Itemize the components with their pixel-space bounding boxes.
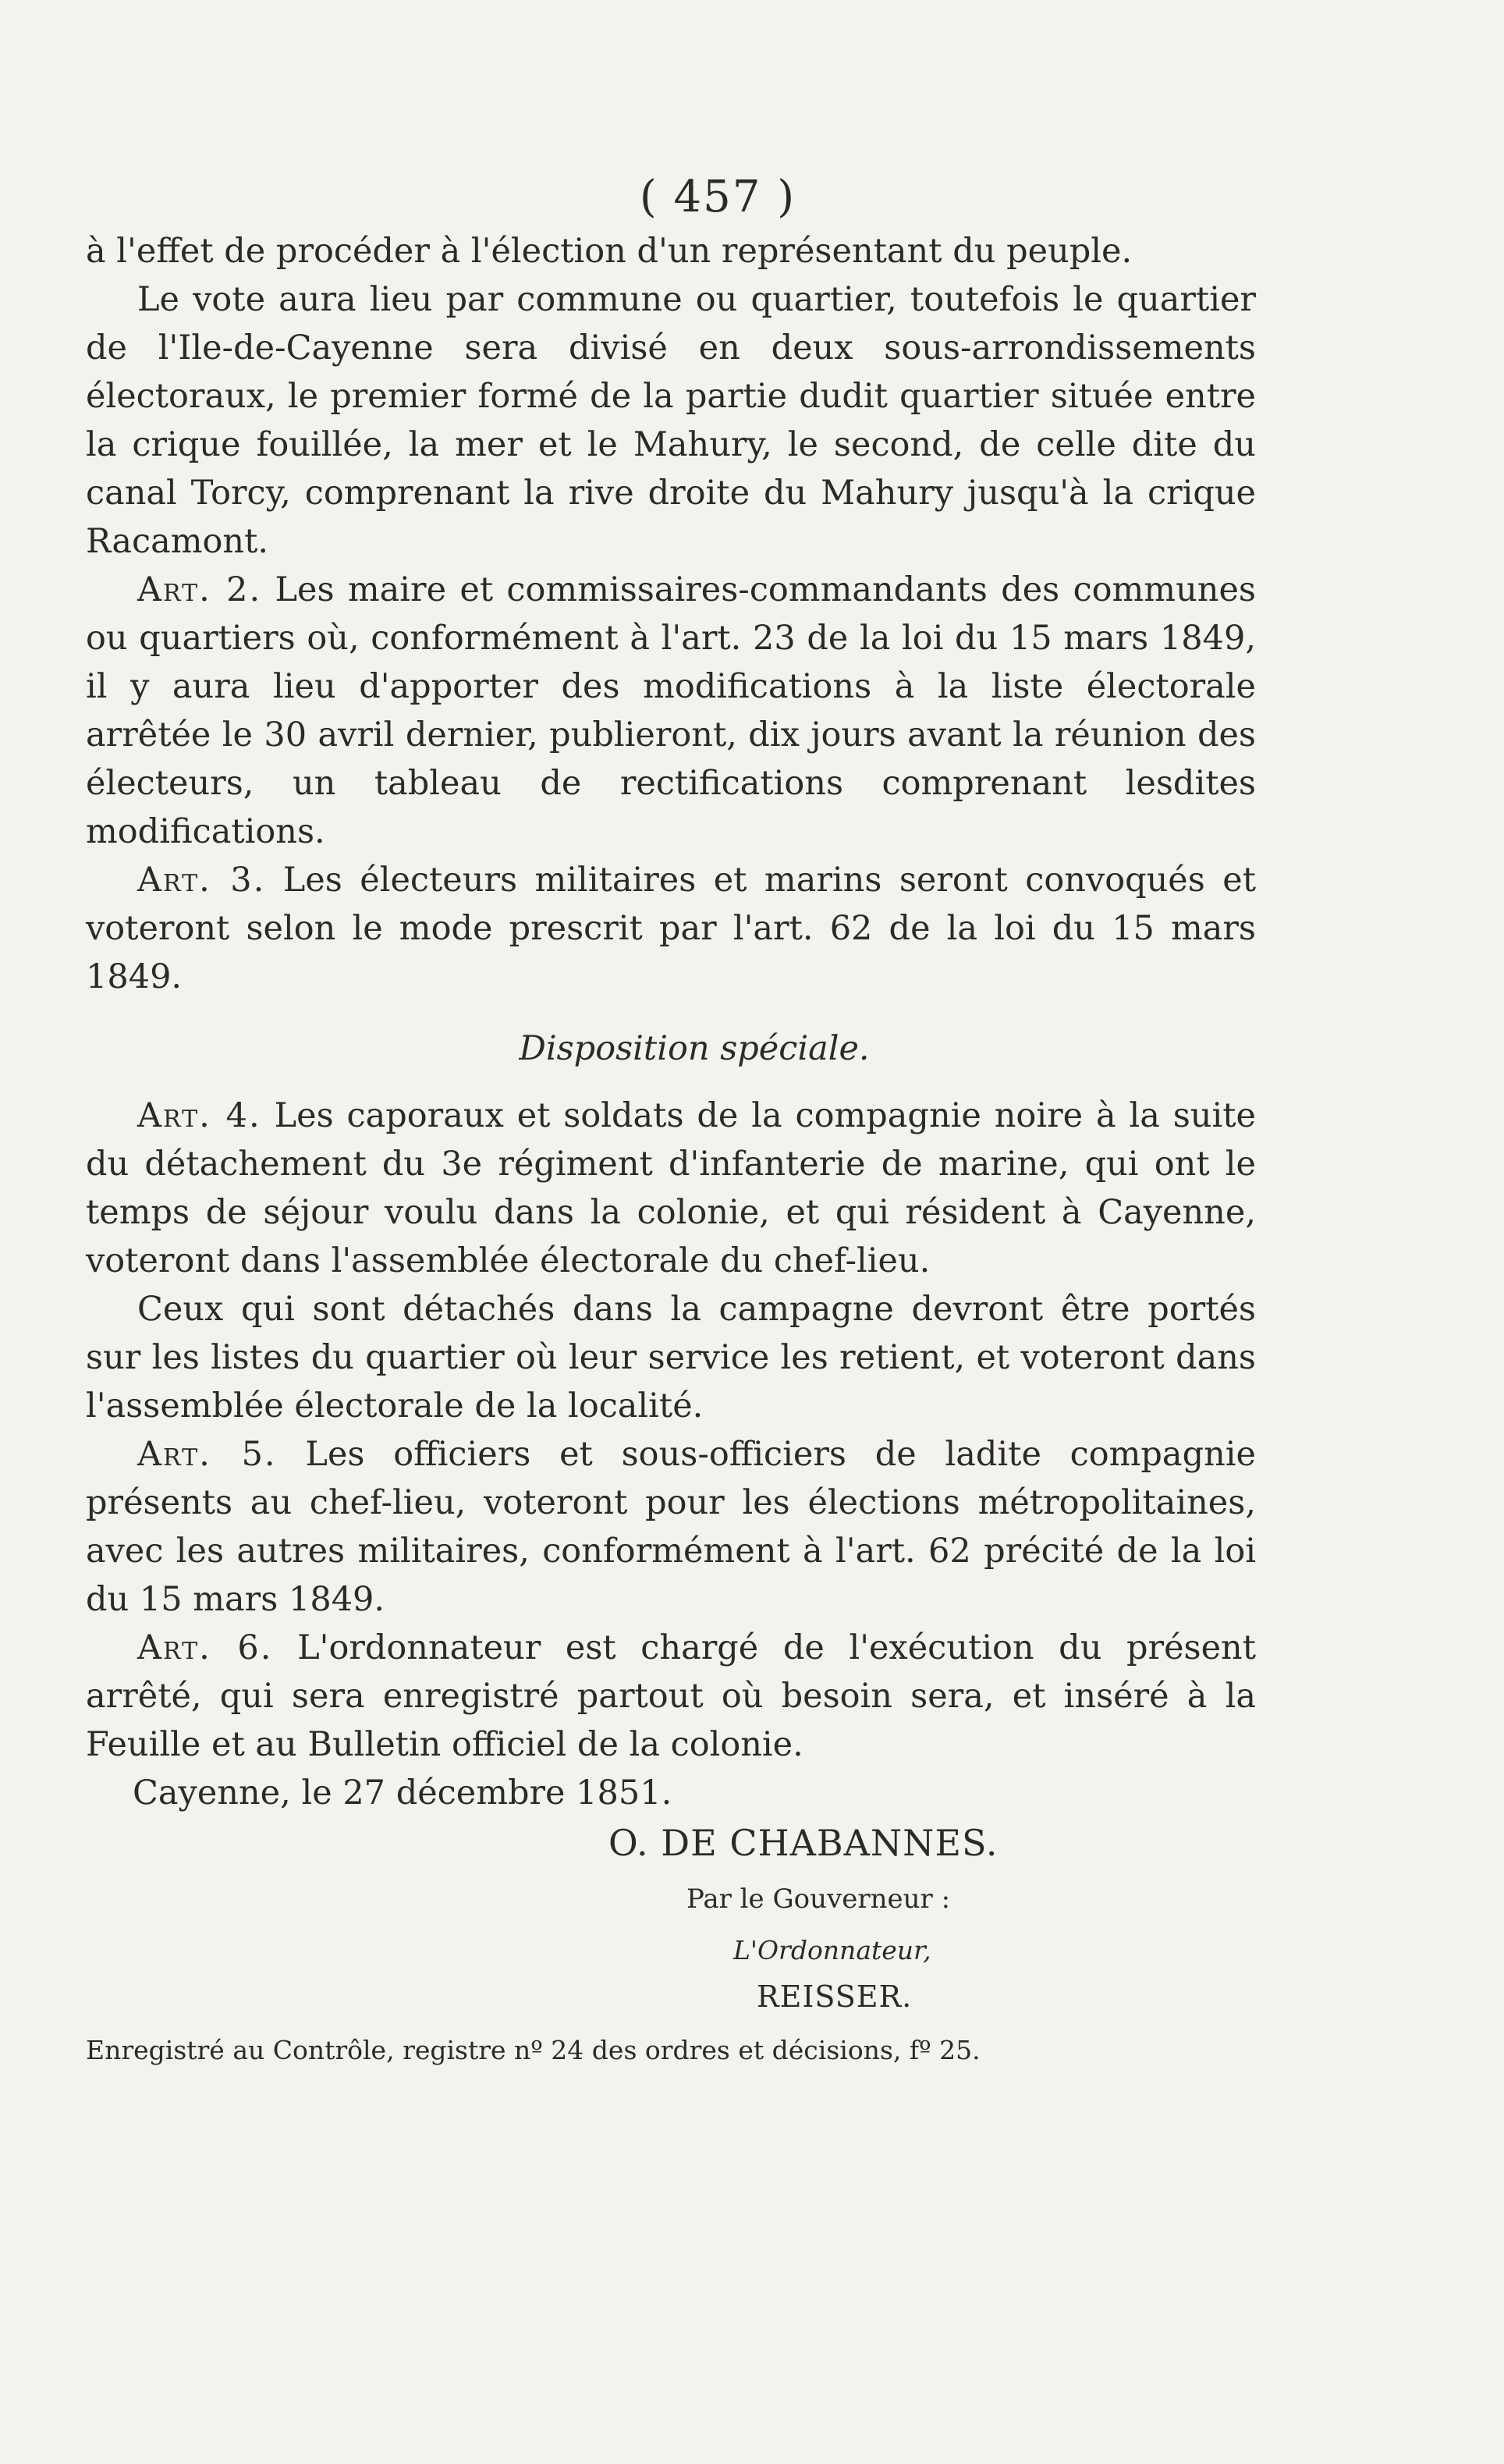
article-label: Art. 6. bbox=[137, 1628, 273, 1667]
article-label: Art. 2. bbox=[137, 570, 262, 609]
paragraph-vote bbox=[86, 275, 1256, 566]
paragraph-text: Ceux qui sont détachés dans la campagne devront être portés sur les listes du quartier où leur service les retient, et voteront dans l'assemblée électorale de la localité. bbox=[86, 1290, 1256, 1425]
article-text: Les caporaux et soldats de la compagnie noire à la suite du détachement du 3e régiment d'infanterie de marine, qui ont le temps de séjour voulu dans la colonie, et qui résident à Cayenne, voteront dans l'assemblée électorale du chef-lieu. bbox=[86, 1096, 1256, 1280]
governor-signature: O. DE CHABANNES. bbox=[608, 1822, 999, 1864]
document-page bbox=[86, 172, 1256, 2072]
article-3 bbox=[86, 856, 1256, 1001]
section-heading: Disposition spéciale. bbox=[519, 1029, 870, 1068]
article-6 bbox=[86, 1624, 1256, 1769]
paragraph-continuation bbox=[86, 227, 1256, 275]
page-number: ( 457 ) bbox=[639, 172, 796, 222]
date-line: Cayenne, le 27 décembre 1851. bbox=[133, 1773, 672, 1812]
article-label: Art. 5. bbox=[137, 1435, 277, 1474]
article-text: Les maire et commissaires-commandants des communes ou quartiers où, conformément à l'art. 23 de la loi du 15 mars 1849, il y aura lieu d'apporter des modifications à la liste électorale arrêtée le 30 avril dernier, publieront, dix jours avant la réunion des électeurs, un tableau de rectifications comprenant lesdites modifications. bbox=[86, 570, 1256, 851]
article-5 bbox=[86, 1430, 1256, 1624]
article-label: Art. 4. bbox=[137, 1096, 261, 1135]
paragraph-text: à l'effet de procéder à l'élection d'un représentant du peuple. bbox=[86, 232, 1133, 271]
registration-note: Enregistré au Contrôle, registre nº 24 des ordres et décisions, fº 25. bbox=[86, 2035, 981, 2065]
paragraph-detached bbox=[86, 1285, 1256, 1430]
ordonnateur-title: L'Ordonnateur, bbox=[733, 1935, 931, 1965]
paragraph-text: Le vote aura lieu par commune ou quartier, toutefois le quartier de l'Ile-de-Cayenne sera divisé en deux sous-arrondissements électoraux, le premier formé de la partie dudit quartier située entre la crique fouillée, la mer et le Mahury, le second, de celle dite du canal Torcy, comprenant la rive droite du Mahury jusqu'à la crique Racamont. bbox=[86, 280, 1256, 561]
article-text: Les officiers et sous-officiers de ladite compagnie présents au chef-lieu, voteront pour les élections métropolitaines, avec les autres militaires, conformément à l'art. 62 précité de la loi du 15 mars 1849. bbox=[86, 1435, 1256, 1619]
by-governor-line: Par le Gouverneur : bbox=[686, 1884, 951, 1915]
article-label: Art. 3. bbox=[137, 861, 266, 900]
article-text: L'ordonnateur est chargé de l'exécution du présent arrêté, qui sera enregistré partout où besoin sera, et inséré à la Feuille et au Bulletin officiel de la colonie. bbox=[86, 1628, 1257, 1764]
article-2 bbox=[86, 566, 1256, 856]
article-text: Les électeurs militaires et marins seront convoqués et voteront selon le mode prescrit par l'art. 62 de la loi du 15 mars 1849. bbox=[86, 861, 1257, 996]
ordonnateur-name: REISSER. bbox=[757, 1979, 913, 2014]
article-4 bbox=[86, 1092, 1256, 1285]
